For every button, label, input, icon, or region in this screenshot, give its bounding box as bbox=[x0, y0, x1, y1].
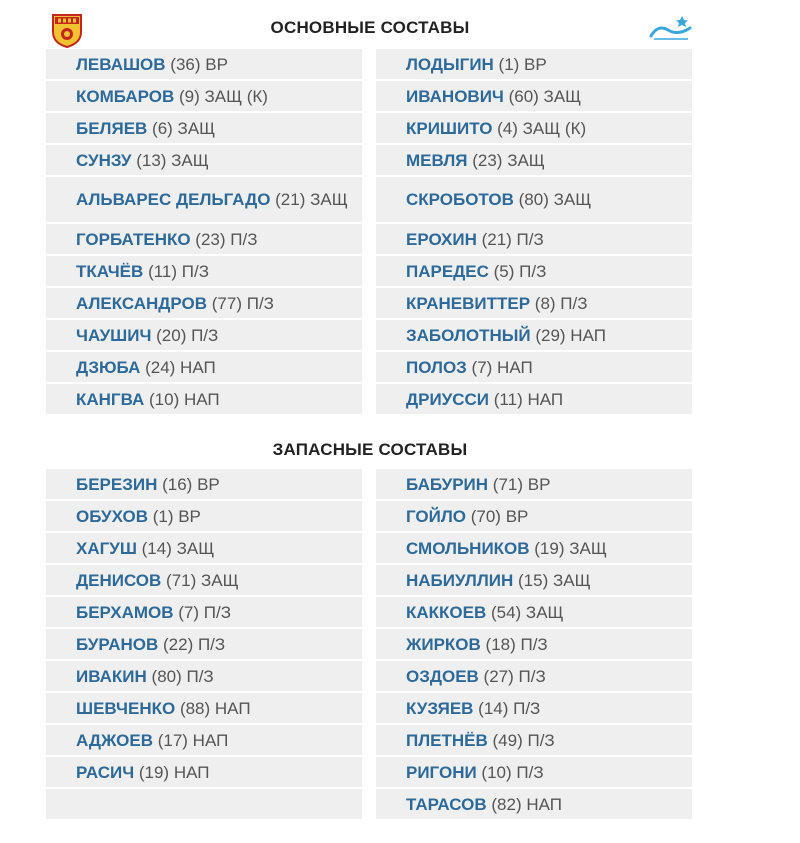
player-row bbox=[376, 177, 692, 224]
home-substitutes bbox=[46, 469, 362, 821]
player-name[interactable]: ДЕНИСОВ bbox=[76, 570, 162, 590]
player-name[interactable]: ТКАЧЁВ bbox=[76, 261, 144, 281]
player-number-position: (49) П/З bbox=[487, 730, 555, 750]
player-row bbox=[376, 49, 692, 81]
home-main-lineup bbox=[46, 49, 362, 416]
player-row bbox=[46, 693, 362, 725]
player-number-position: (19) НАП bbox=[134, 762, 210, 782]
player-name[interactable]: ОБУХОВ bbox=[76, 506, 148, 526]
player-row bbox=[376, 789, 692, 821]
player-row bbox=[376, 145, 692, 177]
player-name[interactable]: КАНГВА bbox=[76, 389, 145, 409]
player-row bbox=[46, 629, 362, 661]
player-number-position: (19) ЗАЩ bbox=[529, 538, 607, 558]
player-number-position: (21) ЗАЩ bbox=[270, 190, 348, 209]
player-row bbox=[376, 533, 692, 565]
player-number-position: (1) ВР bbox=[493, 54, 547, 74]
player-name[interactable]: ЛЕВАШОВ bbox=[76, 54, 166, 74]
player-name[interactable]: ПОЛОЗ bbox=[406, 357, 467, 377]
player-row bbox=[46, 177, 362, 224]
player-number-position: (20) П/З bbox=[151, 325, 219, 345]
away-main-lineup bbox=[376, 49, 692, 416]
player-row bbox=[376, 320, 692, 352]
player-row bbox=[46, 725, 362, 757]
player-name[interactable]: ГОРБАТЕНКО bbox=[76, 229, 191, 249]
player-number-position: (24) НАП bbox=[140, 357, 216, 377]
player-number-position: (11) П/З bbox=[143, 261, 209, 281]
player-row bbox=[46, 469, 362, 501]
player-number-position: (8) П/З bbox=[530, 293, 588, 313]
player-name[interactable]: ИВАНОВИЧ bbox=[406, 86, 504, 106]
player-row bbox=[376, 384, 692, 416]
player-row bbox=[46, 113, 362, 145]
player-row bbox=[46, 320, 362, 352]
player-number-position: (70) ВР bbox=[466, 506, 529, 526]
player-name[interactable]: ДРИУССИ bbox=[406, 389, 490, 409]
player-name[interactable]: ЛОДЫГИН bbox=[406, 54, 494, 74]
player-name[interactable]: КРАНЕВИТТЕР bbox=[406, 293, 531, 313]
player-row bbox=[46, 661, 362, 693]
player-name[interactable]: ЗАБОЛОТНЫЙ bbox=[406, 325, 531, 345]
substitutes-title: ЗАПАСНЫЕ СОСТАВЫ bbox=[272, 440, 468, 459]
player-name[interactable]: ЧАУШИЧ bbox=[76, 325, 152, 345]
player-name[interactable]: ГОЙЛО bbox=[406, 506, 467, 526]
player-row bbox=[46, 597, 362, 629]
player-name[interactable]: МЕВЛЯ bbox=[406, 150, 468, 170]
player-name[interactable]: СМОЛЬНИКОВ bbox=[406, 538, 530, 558]
player-number-position: (82) НАП bbox=[486, 794, 562, 814]
player-name[interactable]: БУРАНОВ bbox=[76, 634, 159, 654]
player-number-position: (71) ВР bbox=[488, 474, 551, 494]
player-number-position: (80) П/З bbox=[146, 666, 214, 686]
player-row bbox=[46, 145, 362, 177]
player-number-position: (10) П/З bbox=[476, 762, 544, 782]
player-row bbox=[376, 565, 692, 597]
player-row bbox=[46, 49, 362, 81]
player-number-position: (23) ЗАЩ bbox=[467, 150, 545, 170]
player-number-position: (16) ВР bbox=[157, 474, 220, 494]
player-number-position: (36) ВР bbox=[165, 54, 228, 74]
player-row bbox=[376, 469, 692, 501]
player-number-position: (71) ЗАЩ bbox=[161, 570, 239, 590]
player-name[interactable]: БЕЛЯЕВ bbox=[76, 118, 148, 138]
player-name[interactable]: СУНЗУ bbox=[76, 150, 132, 170]
player-row bbox=[376, 224, 692, 256]
player-number-position: (4) ЗАЩ (К) bbox=[492, 118, 587, 138]
player-row bbox=[376, 501, 692, 533]
player-row bbox=[376, 256, 692, 288]
player-number-position: (15) ЗАЩ bbox=[513, 570, 591, 590]
player-name[interactable]: ТАРАСОВ bbox=[406, 794, 487, 814]
player-row bbox=[376, 288, 692, 320]
player-row bbox=[376, 661, 692, 693]
player-number-position: (80) ЗАЩ bbox=[513, 190, 592, 209]
player-number-position: (18) П/З bbox=[480, 634, 548, 654]
player-row bbox=[46, 565, 362, 597]
player-number-position: (7) НАП bbox=[466, 357, 533, 377]
player-number-position: (7) П/З bbox=[173, 602, 231, 622]
player-number-position: (60) ЗАЩ bbox=[503, 86, 582, 106]
player-name[interactable]: ИВАКИН bbox=[76, 666, 147, 686]
player-row bbox=[46, 81, 362, 113]
player-row bbox=[376, 693, 692, 725]
player-number-position: (27) П/З bbox=[478, 666, 546, 686]
player-number-position: (1) ВР bbox=[148, 506, 201, 526]
player-name[interactable]: ОЗДОЕВ bbox=[406, 666, 479, 686]
player-name[interactable]: ПАРЕДЕС bbox=[406, 261, 489, 281]
player-number-position: (17) НАП bbox=[153, 730, 229, 750]
player-row bbox=[46, 224, 362, 256]
player-row bbox=[46, 757, 362, 789]
player-name[interactable]: АЛЕКСАНДРОВ bbox=[76, 293, 208, 313]
player-number-position: (5) П/З bbox=[488, 261, 547, 281]
player-name[interactable]: СКРОБОТОВ bbox=[406, 190, 514, 209]
player-row bbox=[46, 352, 362, 384]
player-number-position: (13) ЗАЩ bbox=[131, 150, 209, 170]
player-row bbox=[376, 352, 692, 384]
player-name[interactable]: БАБУРИН bbox=[406, 474, 489, 494]
player-row bbox=[46, 533, 362, 565]
player-name[interactable]: АДЖОЕВ bbox=[76, 730, 153, 750]
player-row bbox=[46, 501, 362, 533]
player-name[interactable]: КОМБАРОВ bbox=[76, 86, 175, 106]
away-substitutes bbox=[376, 469, 692, 821]
player-number-position: (77) П/З bbox=[207, 293, 274, 313]
player-name[interactable]: БЕРХАМОВ bbox=[76, 602, 174, 622]
player-row bbox=[46, 256, 362, 288]
player-number-position: (9) ЗАЩ (К) bbox=[174, 86, 268, 106]
player-number-position: (29) НАП bbox=[530, 325, 606, 345]
player-row bbox=[376, 113, 692, 145]
player-name[interactable]: РИГОНИ bbox=[406, 762, 477, 782]
player-row bbox=[376, 757, 692, 789]
player-number-position: (22) П/З bbox=[158, 634, 226, 654]
player-number-position: (88) НАП bbox=[175, 698, 251, 718]
main-lineups-title: ОСНОВНЫЕ СОСТАВЫ bbox=[270, 18, 470, 37]
player-number-position: (54) ЗАЩ bbox=[486, 602, 564, 622]
player-number-position: (21) П/З bbox=[476, 229, 544, 249]
player-name[interactable]: ЕРОХИН bbox=[406, 229, 477, 249]
player-name[interactable]: АЛЬВАРЕС ДЕЛЬГАДО bbox=[76, 190, 271, 209]
player-row bbox=[46, 384, 362, 416]
player-number-position: (14) ЗАЩ bbox=[136, 538, 215, 558]
player-name[interactable]: ШЕВЧЕНКО bbox=[76, 698, 176, 718]
player-row bbox=[376, 81, 692, 113]
player-row bbox=[376, 629, 692, 661]
player-name[interactable]: БЕРЕЗИН bbox=[76, 474, 158, 494]
player-name[interactable]: ХАГУШ bbox=[76, 538, 137, 558]
player-row bbox=[46, 288, 362, 320]
player-number-position: (14) П/З bbox=[473, 698, 541, 718]
player-row bbox=[376, 725, 692, 757]
player-row bbox=[376, 597, 692, 629]
player-name[interactable]: КАККОЕВ bbox=[406, 602, 487, 622]
player-name[interactable]: ПЛЕТНЁВ bbox=[406, 730, 488, 750]
empty-row bbox=[46, 789, 362, 821]
player-number-position: (11) НАП bbox=[489, 389, 564, 409]
player-number-position: (6) ЗАЩ bbox=[147, 118, 216, 138]
player-number-position: (10) НАП bbox=[144, 389, 220, 409]
player-name[interactable]: ЖИРКОВ bbox=[406, 634, 481, 654]
player-name[interactable]: КУЗЯЕВ bbox=[406, 698, 474, 718]
player-name[interactable]: РАСИЧ bbox=[76, 762, 135, 782]
player-number-position: (23) П/З bbox=[190, 229, 258, 249]
player-name[interactable]: НАБИУЛЛИН bbox=[406, 570, 514, 590]
player-name[interactable]: КРИШИТО bbox=[406, 118, 493, 138]
player-name[interactable]: ДЗЮБА bbox=[76, 357, 141, 377]
